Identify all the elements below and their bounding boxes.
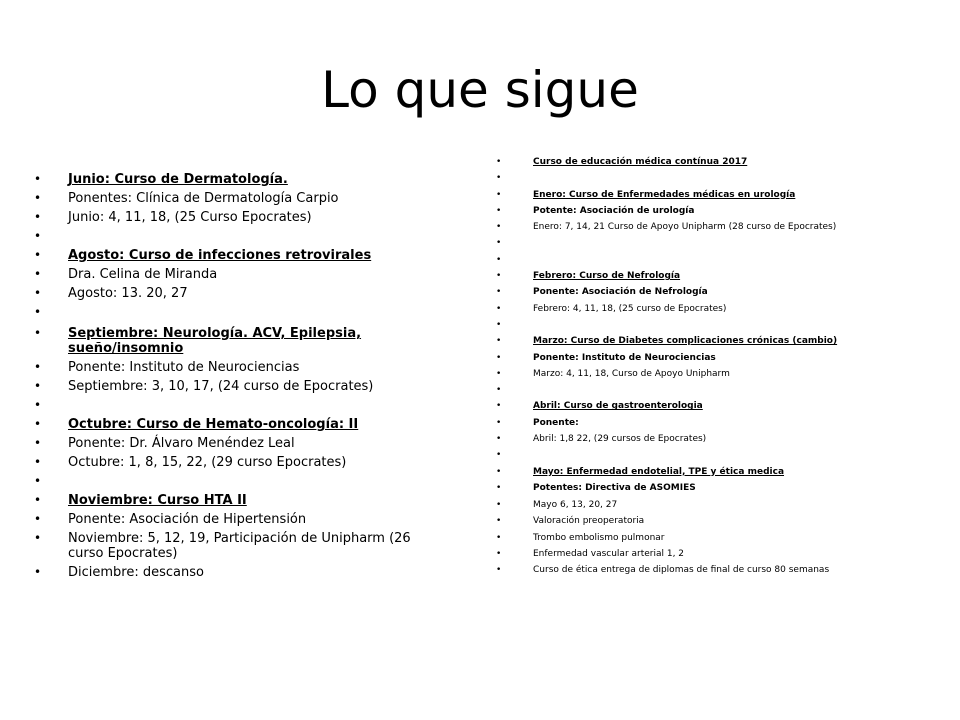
list-item xyxy=(34,512,434,527)
list-item xyxy=(496,238,856,249)
list-item xyxy=(34,172,434,187)
list-item xyxy=(496,304,856,315)
list-item-text: Junio: Curso de Dermatología. xyxy=(68,172,288,187)
list-item-text: Curso de ética entrega de diplomas de final de curso 80 semanas xyxy=(533,565,830,576)
list-item xyxy=(34,229,434,244)
list-item-text: Ponente: xyxy=(533,417,579,428)
list-item-text: Ponentes: Clínica de Dermatología Carpio xyxy=(68,191,339,206)
list-item-text: Noviembre: Curso HTA II xyxy=(68,493,247,508)
list-item-text: Valoración preoperatoria xyxy=(533,516,645,527)
list-item xyxy=(496,369,856,380)
list-item-text: Marzo: Curso de Diabetes complicaciones crónicas (cambio) xyxy=(533,336,838,347)
slide-title: Lo que sigue xyxy=(321,61,639,119)
list-item-text: Octubre: Curso de Hemato-oncología: II xyxy=(68,417,359,432)
list-item xyxy=(496,434,856,445)
list-item-text: Potentes: Directiva de ASOMIES xyxy=(533,482,696,493)
list-item xyxy=(496,190,856,201)
list-item-text: Agosto: Curso de infecciones retrovirales xyxy=(68,248,372,263)
list-item xyxy=(496,385,856,396)
list-item xyxy=(34,417,434,432)
list-item xyxy=(496,255,856,266)
list-item-text: Febrero: 4, 11, 18, (25 curso de Epocrates) xyxy=(533,303,727,314)
list-item-text: Junio: 4, 11, 18, (25 Curso Epocrates) xyxy=(68,210,312,225)
list-item-text: Enero: 7, 14, 21 Curso de Apoyo Unipharm (28 curso de Epocrates) xyxy=(533,222,837,233)
list-item xyxy=(496,287,856,298)
list-item xyxy=(34,493,434,508)
list-item xyxy=(34,267,434,282)
list-item xyxy=(34,360,434,375)
list-item xyxy=(496,565,856,576)
list-item-text: Marzo: 4, 11, 18, Curso de Apoyo Unipharm xyxy=(533,368,730,379)
list-item-text: Dra. Celina de Miranda xyxy=(68,267,218,282)
list-item-text: Trombo embolismo pulmonar xyxy=(533,532,665,543)
list-item xyxy=(496,353,856,364)
list-item xyxy=(496,336,856,347)
list-item xyxy=(496,549,856,560)
list-item-text: Mayo: Enfermedad endotelial, TPE y ética medica xyxy=(533,466,785,477)
list-item-text: Potente: Asociación de urología xyxy=(533,205,695,216)
list-item xyxy=(34,326,434,356)
list-item-text: Ponente: Asociación de Nefrología xyxy=(533,287,708,298)
list-item-text: Abril: Curso de gastroenterologia xyxy=(533,401,703,412)
list-item-text: Septiembre: Neurología. ACV, Epilepsia, sueño/insomnio xyxy=(68,326,362,356)
list-item-text: Febrero: Curso de Nefrología xyxy=(533,271,681,282)
list-item xyxy=(34,210,434,225)
list-item xyxy=(496,483,856,494)
list-item-text: Ponente: Dr. Álvaro Menéndez Leal xyxy=(68,436,295,451)
list-item xyxy=(496,173,856,184)
list-item xyxy=(496,206,856,217)
list-item-text: Octubre: 1, 8, 15, 22, (29 curso Epocrates) xyxy=(68,455,347,470)
list-item xyxy=(496,320,856,331)
list-item xyxy=(34,565,434,580)
right-schedule-list xyxy=(496,157,856,581)
list-item xyxy=(496,533,856,544)
list-item xyxy=(34,455,434,470)
list-item xyxy=(496,450,856,461)
list-item xyxy=(496,467,856,478)
list-item xyxy=(34,474,434,489)
list-item-text: Curso de educación médica contínua 2017 xyxy=(533,157,748,167)
list-item xyxy=(34,398,434,413)
list-item-text: Abril: 1,8 22, (29 cursos de Epocrates) xyxy=(533,434,707,445)
list-item-text: Ponente: Instituto de Neurociencias xyxy=(68,360,300,375)
list-item xyxy=(34,305,434,320)
list-item xyxy=(496,222,856,233)
list-item-text: Enero: Curso de Enfermedades médicas en urología xyxy=(533,189,796,200)
list-item xyxy=(34,286,434,301)
list-item-text: Agosto: 13. 20, 27 xyxy=(68,286,188,301)
list-item xyxy=(34,531,434,561)
list-item-text: Septiembre: 3, 10, 17, (24 curso de Epocrates) xyxy=(68,379,374,394)
list-item xyxy=(34,436,434,451)
list-item xyxy=(34,248,434,263)
list-item-text: Mayo 6, 13, 20, 27 xyxy=(533,499,618,510)
list-item xyxy=(496,401,856,412)
list-item xyxy=(496,157,856,168)
list-item-text: Diciembre: descanso xyxy=(68,565,204,580)
list-item-text: Ponente: Instituto de Neurociencias xyxy=(533,352,716,363)
list-item xyxy=(34,379,434,394)
list-item-text: Enfermedad vascular arterial 1, 2 xyxy=(533,548,685,559)
list-item-text: Ponente: Asociación de Hipertensión xyxy=(68,512,307,527)
list-item xyxy=(496,418,856,429)
list-item xyxy=(496,271,856,282)
list-item xyxy=(496,500,856,511)
list-item xyxy=(34,191,434,206)
list-item xyxy=(496,516,856,527)
left-schedule-list xyxy=(34,172,434,584)
list-item-text: Noviembre: 5, 12, 19, Participación de Unipharm (26 curso Epocrates) xyxy=(68,531,411,561)
